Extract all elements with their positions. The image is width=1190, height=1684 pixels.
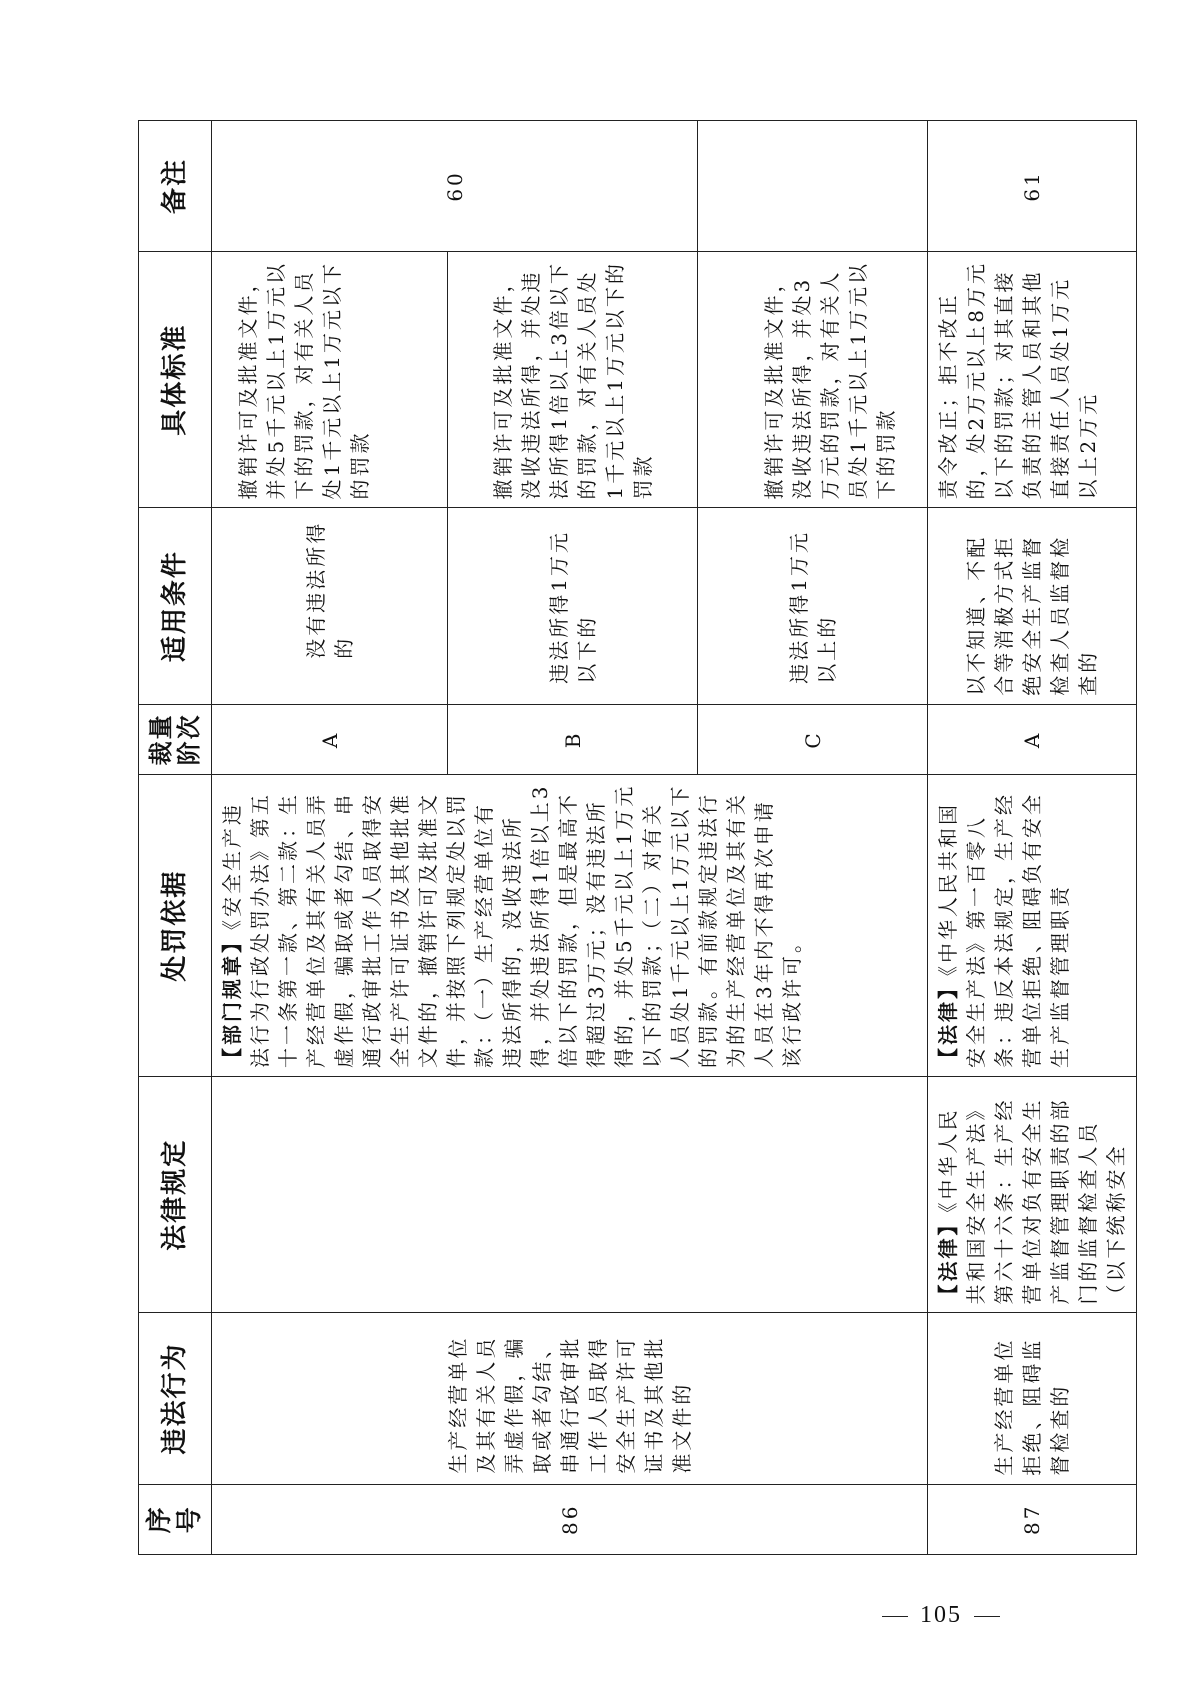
row86-standard-c: 撤销许可及批准文件，没收违法所得，并处3万元的罚款，对有关人员处1千元以上1万元以下的罚款 (698, 251, 928, 508)
row86-condition-a: 没有违法所得的 (212, 508, 448, 704)
row87-law-text: 《中华人民共和国安全生产法》第六十六条：生产经营单位对负有安全生产监督管理职责的部门的监督检查人员（以下统称安全 (936, 1097, 1128, 1305)
page-number-text: 105 (920, 1602, 962, 1628)
rotated-table-container (138, 120, 1128, 1555)
row87-basis-tag: 【法律】 (936, 976, 960, 1069)
header-law: 法律规定 (139, 1077, 212, 1313)
header-row (139, 121, 212, 1555)
header-standard: 具体标准 (139, 251, 212, 508)
row86-basis (212, 775, 928, 1077)
row87-law (928, 1077, 1137, 1313)
row86-note-continued (698, 121, 928, 252)
header-behavior: 违法行为 (139, 1313, 212, 1484)
row87-note: 61 (928, 121, 1137, 252)
row86-note: 60 (212, 121, 698, 252)
page-dash-left (882, 1616, 908, 1617)
row87-seq: 87 (928, 1484, 1137, 1554)
row87-basis (928, 775, 1137, 1077)
row87-basis-text: 《中华人民共和国安全生产法》第一百零八条：违反本法规定，生产经营单位拒绝、阻碍负有安全生产监督管理职责 (936, 792, 1072, 1069)
row86-level-b: B (448, 704, 698, 774)
header-level: 裁量阶次 (139, 704, 212, 774)
header-note: 备注 (139, 121, 212, 252)
row87-standard: 责令改正；拒不改正的，处2万元以上8万元以下的罚款；对其直接负责的主管人员和其他直接责任人员处1万元以上2万元 (928, 251, 1137, 508)
penalty-table (138, 120, 1137, 1555)
page-dash-right (974, 1616, 1000, 1617)
row87-behavior: 生产经营单位拒绝、阻碍监督检查的 (928, 1313, 1137, 1484)
row86-level-a: A (212, 704, 448, 774)
row87-level-a: A (928, 704, 1137, 774)
header-condition: 适用条件 (139, 508, 212, 704)
row86-standard-a: 撤销许可及批准文件，并处5千元以上1万元以下的罚款，对有关人员处1千元以上1万元以下的罚款 (212, 251, 448, 508)
row87-condition: 以不知道、不配合等消极方式拒绝安全生产监督检查人员监督检查的 (928, 508, 1137, 704)
page-number (870, 1602, 1012, 1629)
row86-behavior: 生产经营单位及其有关人员弄虚作假，骗取或者勾结、串通行政审批工作人员取得安全生产许可证书及其他批准文件的 (212, 1313, 928, 1484)
row86-level-c: C (698, 704, 928, 774)
row86-seq: 86 (212, 1484, 928, 1554)
row87-law-tag: 【法律】 (936, 1212, 960, 1305)
row86-standard-b: 撤销许可及批准文件，没收违法所得，并处违法所得1倍以上3倍以下的罚款，对有关人员处1千元以上1万元以下的罚款 (448, 251, 698, 508)
header-basis: 处罚依据 (139, 775, 212, 1077)
row86-law (212, 1077, 928, 1313)
row86-condition-c: 违法所得1万元以上的 (698, 508, 928, 704)
row86-basis-tag: 【部门规章】 (220, 930, 244, 1069)
header-seq: 序号 (139, 1484, 212, 1554)
table-row (928, 121, 1137, 1555)
table-row (212, 121, 448, 1555)
row86-basis-text: 《安全生产违法行为行政处罚办法》第五十一条第一款、第二款：生产经营单位及其有关人员弄虚作假，骗取或者勾结、串通行政审批工作人员取得安全生产许可证书及其他批准文件的，撤销许可及批准文件，并按照下列规定处以罚款：（一）生产经营单位有违法所得的，没收违法所得，并处违法所得1倍以上3倍以下的罚款，但是最高不得超过3万元；没有违法所得的，并处5千元以上1万元以下的罚款；（二）对有关人员处1千元以上1万元以下的罚款。有前款规定违法行为的生产经营单位及其有关人员在3年内不得再次申请该行政许可。 (220, 783, 804, 1069)
row86-condition-b: 违法所得1万元以下的 (448, 508, 698, 704)
